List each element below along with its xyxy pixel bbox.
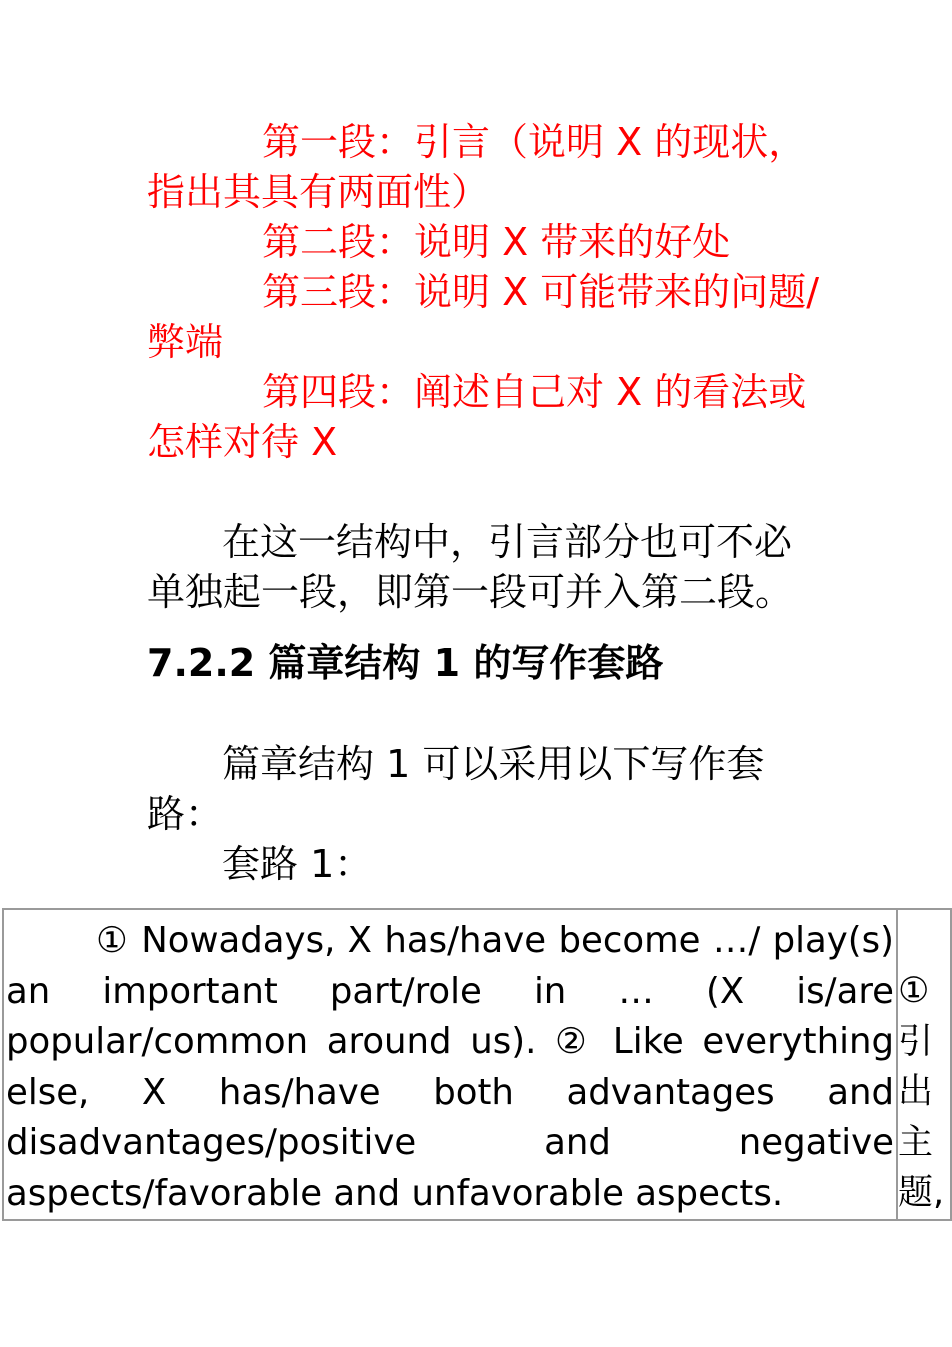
outline-p4-line2: 怎样对待 X bbox=[147, 420, 338, 464]
template-label: 套路 1： bbox=[222, 842, 373, 886]
template-side-column bbox=[898, 910, 950, 1219]
outline-p1-line1: 第一段：引言（说明 X 的现状， bbox=[262, 120, 807, 164]
outline-p3-line1: 第三段：说明 X 可能带来的问题/ bbox=[262, 270, 819, 314]
side-char: ① bbox=[898, 971, 930, 1011]
template-text-cell bbox=[3, 909, 897, 1220]
template-side-cell bbox=[897, 909, 951, 1220]
side-char: 题, bbox=[898, 1173, 945, 1213]
side-char: 出 bbox=[898, 1072, 934, 1112]
template-table bbox=[2, 908, 952, 1221]
intro-line1: 篇章结构 1 可以采用以下写作套 bbox=[222, 742, 765, 786]
note-line1: 在这一结构中，引言部分也可不必 bbox=[222, 520, 793, 564]
note-line2: 单独起一段，即第一段可并入第二段。 bbox=[147, 570, 794, 614]
side-char: 主 bbox=[898, 1122, 934, 1163]
outline-p1-line2: 指出其具有两面性） bbox=[147, 170, 490, 214]
section-heading: 7.2.2 篇章结构 1 的写作套路 bbox=[147, 641, 664, 685]
side-char: 引 bbox=[898, 1021, 934, 1062]
outline-p3-line2: 弊端 bbox=[147, 320, 224, 364]
outline-p4-line1: 第四段：阐述自己对 X 的看法或 bbox=[262, 370, 807, 414]
outline-p2-line1: 第二段：说明 X 带来的好处 bbox=[262, 220, 731, 264]
template-text: ① Nowadays, X has/have become …/ play(s) an important part/role in … (X is/are popular/common around us). ② Like everything else, X has/have both advantages and disadvantages/positive and negative aspects/favorable and unfavorable aspects. bbox=[6, 920, 894, 1214]
intro-line2: 路： bbox=[147, 792, 224, 836]
